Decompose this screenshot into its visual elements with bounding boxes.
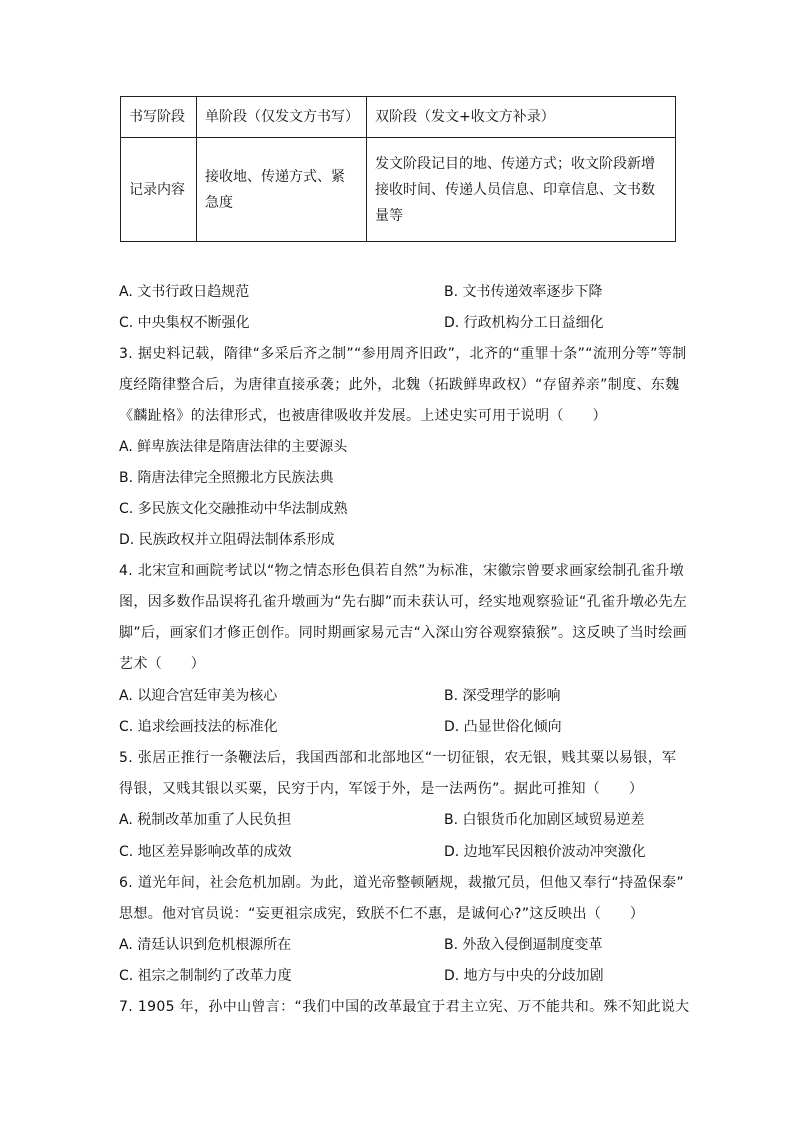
q6-stem-line: 思想。他对官员说：“妄更祖宗成宪，致朕不仁不惠，是诚何心?”这反映出（ ）	[119, 906, 645, 922]
table-header-cell: 单阶段（仅发文方书写）	[197, 97, 367, 138]
q5-option-a[interactable]: A. 税制改革加重了人民负担	[119, 812, 292, 828]
q5-option-b[interactable]: B. 白银货币化加剧区域贸易逆差	[444, 812, 645, 828]
q2-option-d[interactable]: D. 行政机构分工日益细化	[444, 315, 604, 331]
record-table	[120, 96, 676, 242]
table-header-cell: 双阶段（发文+收文方补录）	[367, 97, 676, 138]
table-header-cell: 书写阶段	[121, 97, 197, 138]
q6-option-a[interactable]: A. 清廷认识到危机根源所在	[119, 937, 292, 953]
q4-stem-line: 4. 北宋宣和画院考试以“物之情态形色俱若自然”为标准，宋徽宗曾要求画家绘制孔雀升墩	[119, 563, 685, 579]
q3-stem-line: 《麟趾格》的法律形式，也被唐律吸收并发展。上述史实可用于说明（ ）	[119, 408, 607, 424]
q3-option-c[interactable]: C. 多民族文化交融推动中华法制成熟	[119, 501, 348, 517]
q4-stem-line: 脚”后，画家们才修正创作。同时期画家易元吉“入深山穷谷观察猿猴”。这反映了当时绘画	[119, 625, 688, 641]
q2-option-b[interactable]: B. 文书传递效率逐步下降	[444, 284, 603, 300]
q3-stem-line: 度经隋律整合后，为唐律直接承袭；此外，北魏（拓跋鲜卑政权）“存留养亲”制度、东魏	[119, 377, 680, 393]
q2-option-a[interactable]: A. 文书行政日趋规范	[119, 284, 250, 300]
q3-option-b[interactable]: B. 隋唐法律完全照搬北方民族法典	[119, 470, 334, 486]
q4-option-d[interactable]: D. 凸显世俗化倾向	[444, 719, 562, 735]
q4-option-b[interactable]: B. 深受理学的影响	[444, 688, 561, 704]
q4-option-a[interactable]: A. 以迎合宫廷审美为核心	[119, 688, 278, 704]
table-row	[121, 138, 676, 242]
q3-stem-line: 3. 据史料记载，隋律“多采后齐之制”“参用周齐旧政”，北齐的“重罪十条”“流刑分等”等制	[119, 346, 687, 362]
q5-option-c[interactable]: C. 地区差异影响改革的成效	[119, 844, 292, 860]
q4-stem-line: 艺术（ ）	[119, 656, 206, 672]
table-cell: 记录内容	[121, 138, 197, 242]
q3-option-a[interactable]: A. 鲜卑族法律是隋唐法律的主要源头	[119, 439, 348, 455]
q5-option-d[interactable]: D. 边地军民因粮价波动冲突激化	[444, 844, 646, 860]
q5-stem-line: 得银，又贱其银以买粟，民穷于内，军馁于外，是一法两伤”。据此可推知（ ）	[119, 781, 644, 797]
table-header-row	[121, 97, 676, 138]
q6-stem-line: 6. 道光年间，社会危机加剧。为此，道光帝整顿陋规，裁撤冗员，但他又奉行“持盈保泰”	[119, 875, 685, 891]
q4-option-c[interactable]: C. 追求绘画技法的标准化	[119, 719, 278, 735]
q6-option-d[interactable]: D. 地方与中央的分歧加剧	[444, 968, 604, 984]
table-cell: 接收地、传递方式、紧急度	[197, 138, 367, 242]
q3-option-d[interactable]: D. 民族政权并立阻碍法制体系形成	[119, 532, 335, 548]
q7-stem-line: 7. 1905 年，孙中山曾言：“我们中国的改革最宜于君主立宪、万不能共和。殊不知此说大	[119, 999, 690, 1015]
q5-stem-line: 5. 张居正推行一条鞭法后，我国西部和北部地区“一切征银，农无银，贱其粟以易银，军	[119, 750, 677, 766]
table-cell: 发文阶段记目的地、传递方式；收文阶段新增接收时间、传递人员信息、印章信息、文书数量等	[367, 138, 676, 242]
q6-option-b[interactable]: B. 外敌入侵倒逼制度变革	[444, 937, 603, 953]
q4-stem-line: 图，因多数作品误将孔雀升墩画为“先右脚”而未获认可，经实地观察验证“孔雀升墩必先左	[119, 594, 688, 610]
q2-option-c[interactable]: C. 中央集权不断强化	[119, 315, 250, 331]
q6-option-c[interactable]: C. 祖宗之制制约了改革力度	[119, 968, 292, 984]
